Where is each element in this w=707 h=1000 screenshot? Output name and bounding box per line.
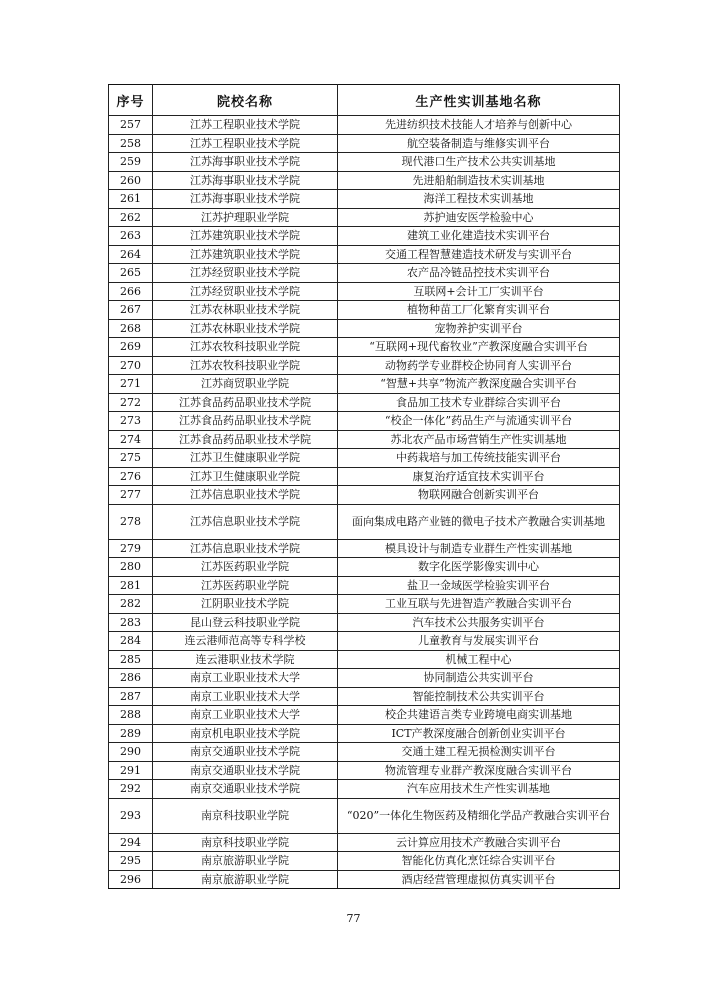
table-row xyxy=(109,780,620,799)
school-name-cell: 江苏经贸职业技术学院 xyxy=(153,282,338,301)
school-name-cell: 南京机电职业技术学院 xyxy=(153,724,338,743)
table-row xyxy=(109,301,620,320)
school-name-cell: 南京工业职业技术大学 xyxy=(153,706,338,725)
table-row xyxy=(109,595,620,614)
header-school-name: 院校名称 xyxy=(153,85,338,116)
training-base-name-cell: 现代港口生产技术公共实训基地 xyxy=(338,153,620,172)
table-row xyxy=(109,761,620,780)
school-name-cell: 南京旅游职业学院 xyxy=(153,870,338,889)
table-row xyxy=(109,190,620,209)
table-row xyxy=(109,338,620,357)
training-base-name-cell: 云计算应用技术产教融合实训平台 xyxy=(338,833,620,852)
serial-number-cell: 272 xyxy=(109,393,153,412)
table-row xyxy=(109,558,620,577)
training-base-name-cell: 机械工程中心 xyxy=(338,650,620,669)
training-base-name-cell: 宠物养护实训平台 xyxy=(338,319,620,338)
school-name-cell: 江苏信息职业技术学院 xyxy=(153,539,338,558)
school-name-cell: 江苏商贸职业学院 xyxy=(153,375,338,394)
training-base-name-cell: 农产品冷链品控技术实训平台 xyxy=(338,264,620,283)
serial-number-cell: 275 xyxy=(109,449,153,468)
serial-number-cell: 274 xyxy=(109,430,153,449)
header-serial-number: 序号 xyxy=(109,85,153,116)
table-row xyxy=(109,153,620,172)
serial-number-cell: 287 xyxy=(109,687,153,706)
table-row xyxy=(109,116,620,135)
table-body xyxy=(109,116,620,889)
training-base-name-cell: “020”一体化生物医药及精细化学品产教融合实训平台 xyxy=(338,798,620,833)
training-base-name-cell: 建筑工业化建造技术实训平台 xyxy=(338,227,620,246)
training-base-name-cell: 盐卫一金域医学检验实训平台 xyxy=(338,576,620,595)
institution-training-base-table xyxy=(108,84,620,889)
school-name-cell: 江苏医药职业学院 xyxy=(153,558,338,577)
training-base-name-cell: 智能化仿真化烹饪综合实训平台 xyxy=(338,852,620,871)
school-name-cell: 江苏食品药品职业技术学院 xyxy=(153,412,338,431)
training-base-name-cell: 互联网+会计工厂实训平台 xyxy=(338,282,620,301)
school-name-cell: 南京科技职业学院 xyxy=(153,833,338,852)
school-name-cell: 江苏农林职业技术学院 xyxy=(153,319,338,338)
school-name-cell: 南京工业职业技术大学 xyxy=(153,669,338,688)
school-name-cell: 南京交通职业技术学院 xyxy=(153,780,338,799)
serial-number-cell: 266 xyxy=(109,282,153,301)
serial-number-cell: 284 xyxy=(109,632,153,651)
table-row xyxy=(109,687,620,706)
serial-number-cell: 276 xyxy=(109,467,153,486)
training-base-name-cell: 数字化医学影像实训中心 xyxy=(338,558,620,577)
serial-number-cell: 271 xyxy=(109,375,153,394)
serial-number-cell: 294 xyxy=(109,833,153,852)
serial-number-cell: 269 xyxy=(109,338,153,357)
training-base-name-cell: 康复治疗适宜技术实训平台 xyxy=(338,467,620,486)
serial-number-cell: 290 xyxy=(109,743,153,762)
school-name-cell: 江苏卫生健康职业学院 xyxy=(153,467,338,486)
serial-number-cell: 264 xyxy=(109,245,153,264)
training-base-name-cell: 汽车应用技术生产性实训基地 xyxy=(338,780,620,799)
table-row xyxy=(109,449,620,468)
training-base-name-cell: 物流管理专业群产教深度融合实训平台 xyxy=(338,761,620,780)
school-name-cell: 江苏医药职业学院 xyxy=(153,576,338,595)
table-row xyxy=(109,650,620,669)
header-training-base-name: 生产性实训基地名称 xyxy=(338,85,620,116)
training-base-name-cell: 模具设计与制造专业群生产性实训基地 xyxy=(338,539,620,558)
serial-number-cell: 270 xyxy=(109,356,153,375)
table-row xyxy=(109,724,620,743)
table-row xyxy=(109,208,620,227)
school-name-cell: 江苏海事职业技术学院 xyxy=(153,190,338,209)
serial-number-cell: 289 xyxy=(109,724,153,743)
serial-number-cell: 281 xyxy=(109,576,153,595)
serial-number-cell: 293 xyxy=(109,798,153,833)
table-row xyxy=(109,227,620,246)
page-number: 77 xyxy=(346,912,361,925)
training-base-name-cell: “互联网+现代畜牧业”产教深度融合实训平台 xyxy=(338,338,620,357)
table-row xyxy=(109,356,620,375)
school-name-cell: 江苏食品药品职业技术学院 xyxy=(153,393,338,412)
serial-number-cell: 286 xyxy=(109,669,153,688)
training-base-name-cell: 儿童教育与发展实训平台 xyxy=(338,632,620,651)
table-row xyxy=(109,706,620,725)
school-name-cell: 南京旅游职业学院 xyxy=(153,852,338,871)
training-base-name-cell: 动物药学专业群校企协同育人实训平台 xyxy=(338,356,620,375)
school-name-cell: 江苏食品药品职业技术学院 xyxy=(153,430,338,449)
serial-number-cell: 258 xyxy=(109,134,153,153)
table-row xyxy=(109,798,620,833)
training-base-name-cell: 面向集成电路产业链的微电子技术产教融合实训基地 xyxy=(338,504,620,539)
serial-number-cell: 257 xyxy=(109,116,153,135)
school-name-cell: 南京工业职业技术大学 xyxy=(153,687,338,706)
school-name-cell: 江苏农林职业技术学院 xyxy=(153,301,338,320)
serial-number-cell: 292 xyxy=(109,780,153,799)
serial-number-cell: 291 xyxy=(109,761,153,780)
training-base-name-cell: 交通工程智慧建造技术研发与实训平台 xyxy=(338,245,620,264)
training-base-name-cell: 工业互联与先进智造产教融合实训平台 xyxy=(338,595,620,614)
training-base-name-cell: 物联网融合创新实训平台 xyxy=(338,486,620,505)
serial-number-cell: 260 xyxy=(109,171,153,190)
serial-number-cell: 262 xyxy=(109,208,153,227)
school-name-cell: 江苏卫生健康职业学院 xyxy=(153,449,338,468)
serial-number-cell: 280 xyxy=(109,558,153,577)
serial-number-cell: 268 xyxy=(109,319,153,338)
training-base-name-cell: 先进船舶制造技术实训基地 xyxy=(338,171,620,190)
table-row xyxy=(109,852,620,871)
table-row xyxy=(109,282,620,301)
school-name-cell: 江苏信息职业技术学院 xyxy=(153,504,338,539)
school-name-cell: 昆山登云科技职业学院 xyxy=(153,613,338,632)
table-row xyxy=(109,669,620,688)
training-base-name-cell: 先进纺织技术技能人才培养与创新中心 xyxy=(338,116,620,135)
training-base-name-cell: 中药栽培与加工传统技能实训平台 xyxy=(338,449,620,468)
table-row xyxy=(109,632,620,651)
training-base-name-cell: 交通土建工程无损检测实训平台 xyxy=(338,743,620,762)
school-name-cell: 江苏信息职业技术学院 xyxy=(153,486,338,505)
table-row xyxy=(109,613,620,632)
training-base-name-cell: 苏护迪安医学检验中心 xyxy=(338,208,620,227)
table-row xyxy=(109,264,620,283)
serial-number-cell: 295 xyxy=(109,852,153,871)
table-row xyxy=(109,134,620,153)
table-row xyxy=(109,430,620,449)
training-base-name-cell: 苏北农产品市场营销生产性实训基地 xyxy=(338,430,620,449)
table-row xyxy=(109,412,620,431)
serial-number-cell: 288 xyxy=(109,706,153,725)
school-name-cell: 江阴职业技术学院 xyxy=(153,595,338,614)
serial-number-cell: 277 xyxy=(109,486,153,505)
training-base-name-cell: ICT产教深度融合创新创业实训平台 xyxy=(338,724,620,743)
table-row xyxy=(109,833,620,852)
serial-number-cell: 267 xyxy=(109,301,153,320)
table-row xyxy=(109,504,620,539)
school-name-cell: 江苏建筑职业技术学院 xyxy=(153,227,338,246)
table-row xyxy=(109,539,620,558)
training-base-name-cell: 食品加工技术专业群综合实训平台 xyxy=(338,393,620,412)
school-name-cell: 江苏护理职业学院 xyxy=(153,208,338,227)
school-name-cell: 江苏经贸职业技术学院 xyxy=(153,264,338,283)
school-name-cell: 江苏建筑职业技术学院 xyxy=(153,245,338,264)
table-row xyxy=(109,486,620,505)
serial-number-cell: 282 xyxy=(109,595,153,614)
school-name-cell: 连云港职业技术学院 xyxy=(153,650,338,669)
training-base-name-cell: 校企共建语言类专业跨境电商实训基地 xyxy=(338,706,620,725)
school-name-cell: 江苏工程职业技术学院 xyxy=(153,134,338,153)
serial-number-cell: 296 xyxy=(109,870,153,889)
training-base-name-cell: 协同制造公共实训平台 xyxy=(338,669,620,688)
school-name-cell: 江苏海事职业技术学院 xyxy=(153,171,338,190)
school-name-cell: 南京科技职业学院 xyxy=(153,798,338,833)
school-name-cell: 连云港师范高等专科学校 xyxy=(153,632,338,651)
serial-number-cell: 279 xyxy=(109,539,153,558)
school-name-cell: 南京交通职业技术学院 xyxy=(153,761,338,780)
table-row xyxy=(109,375,620,394)
table-row xyxy=(109,319,620,338)
school-name-cell: 江苏海事职业技术学院 xyxy=(153,153,338,172)
training-base-name-cell: “智慧+共享”物流产教深度融合实训平台 xyxy=(338,375,620,394)
table-row xyxy=(109,743,620,762)
school-name-cell: 南京交通职业技术学院 xyxy=(153,743,338,762)
serial-number-cell: 265 xyxy=(109,264,153,283)
school-name-cell: 江苏工程职业技术学院 xyxy=(153,116,338,135)
serial-number-cell: 263 xyxy=(109,227,153,246)
table-row xyxy=(109,245,620,264)
table-row xyxy=(109,393,620,412)
serial-number-cell: 283 xyxy=(109,613,153,632)
training-base-name-cell: 智能控制技术公共实训平台 xyxy=(338,687,620,706)
serial-number-cell: 273 xyxy=(109,412,153,431)
school-name-cell: 江苏农牧科技职业学院 xyxy=(153,338,338,357)
table-row xyxy=(109,870,620,889)
serial-number-cell: 259 xyxy=(109,153,153,172)
serial-number-cell: 261 xyxy=(109,190,153,209)
school-name-cell: 江苏农牧科技职业学院 xyxy=(153,356,338,375)
serial-number-cell: 285 xyxy=(109,650,153,669)
training-base-name-cell: 酒店经营管理虚拟仿真实训平台 xyxy=(338,870,620,889)
training-base-name-cell: “校企一体化”药品生产与流通实训平台 xyxy=(338,412,620,431)
training-base-name-cell: 植物种苗工厂化繁育实训平台 xyxy=(338,301,620,320)
table-row xyxy=(109,171,620,190)
table-row xyxy=(109,576,620,595)
training-base-name-cell: 海洋工程技术实训基地 xyxy=(338,190,620,209)
training-base-name-cell: 航空装备制造与维修实训平台 xyxy=(338,134,620,153)
serial-number-cell: 278 xyxy=(109,504,153,539)
table-row xyxy=(109,467,620,486)
training-base-name-cell: 汽车技术公共服务实训平台 xyxy=(338,613,620,632)
table-header-row xyxy=(109,85,620,116)
